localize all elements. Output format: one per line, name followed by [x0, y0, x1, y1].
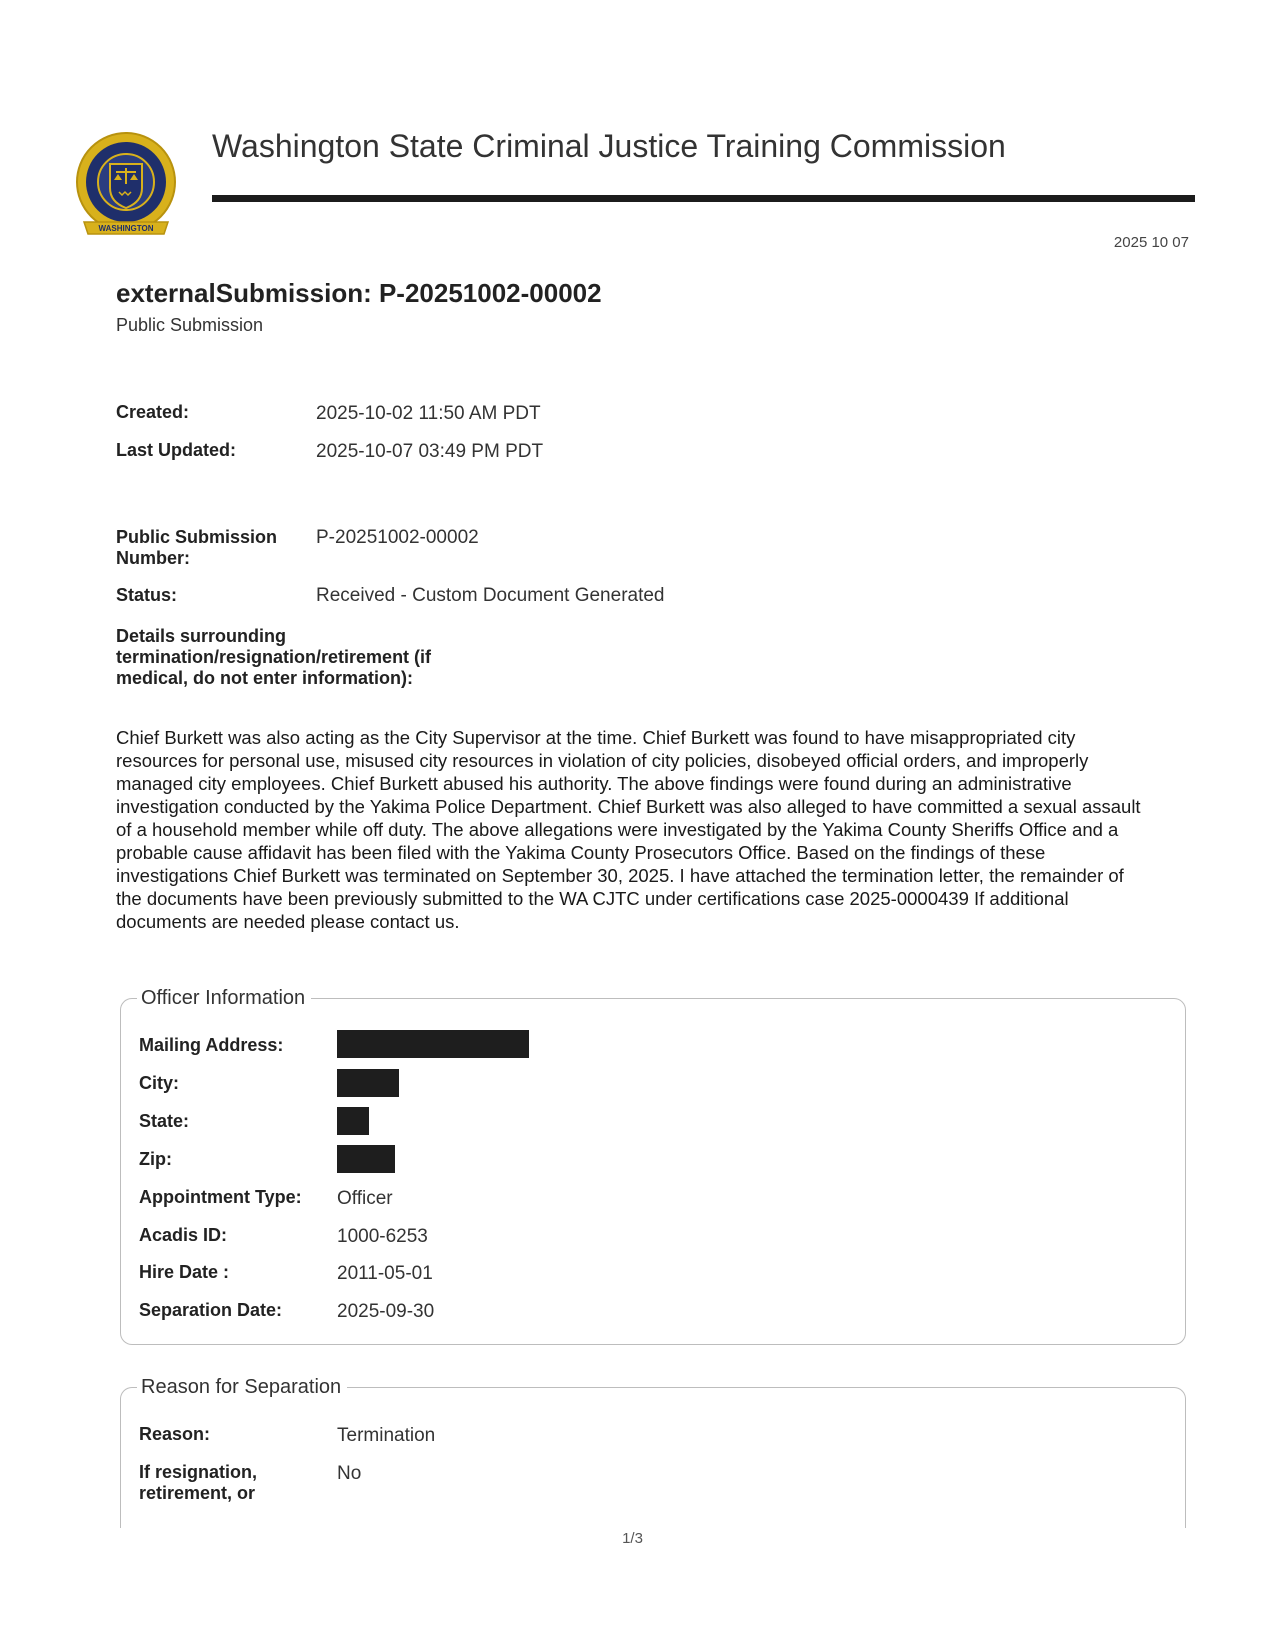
created-value: 2025-10-02 11:50 AM PDT: [316, 403, 541, 424]
reason-label: Reason:: [139, 1424, 211, 1444]
last-updated-value: 2025-10-07 03:49 PM PDT: [316, 441, 544, 462]
created-label: Created:: [116, 402, 190, 422]
header-rule: [212, 195, 1195, 202]
appointment-type-value: Officer: [337, 1188, 393, 1209]
logo-banner-text: WASHINGTON: [98, 224, 154, 233]
reason-for-separation-legend: Reason for Separation: [137, 1374, 347, 1400]
city-redaction: [337, 1069, 399, 1097]
org-title: Washington State Criminal Justice Training Commission: [212, 128, 1006, 164]
cjtc-seal-icon: [74, 130, 178, 244]
officer-information-section: [120, 987, 1186, 1345]
document-date: 2025 10 07: [1113, 234, 1189, 251]
details-text: Chief Burkett was also acting as the City Supervisor at the time. Chief Burkett was found to have misappropriated city resources for personal use, misused city resources in violation of city policies, disobeyed official orders, and improperly managed city employees. Chief Burkett abused his authority. The above findings were found during an administrative investigation conducted by the Yakima Police Department. Chief Burkett was also alleged to have committed a sexual assault of a household member while off duty. The above allegations were investigated by the Yakima County Sheriffs Office and a probable cause affidavit has been filed with the Yakima County Prosecutors Office. Based on the findings of these investigations Chief Burkett was terminated on September 30, 2025. I have attached the termination letter, the remainder of the documents have been previously submitted to the WA CJTC under certifications case 2025-0000439 If additional documents are needed please contact us.: [116, 727, 1141, 932]
if-resignation-value: No: [337, 1463, 362, 1484]
submission-subtitle: Public Submission: [116, 315, 264, 335]
last-updated-label: Last Updated:: [116, 440, 237, 460]
mailing-address-label: Mailing Address:: [139, 1035, 284, 1055]
city-label: City:: [139, 1073, 179, 1093]
zip-redaction: [337, 1145, 395, 1173]
details-label: Details surrounding termination/resignation/retirement (if medical, do not enter information):: [116, 626, 432, 688]
separation-date-value: 2025-09-30: [337, 1301, 435, 1322]
status-label: Status:: [116, 585, 178, 605]
page-number: 1/3: [622, 1530, 643, 1547]
state-label: State:: [139, 1111, 190, 1131]
officer-information-legend: Officer Information: [137, 985, 311, 1011]
acadis-id-value: 1000-6253: [337, 1226, 428, 1247]
hire-date-label: Hire Date :: [139, 1262, 230, 1282]
submission-number-value: P-20251002-00002: [316, 527, 479, 548]
submission-number-label: Public Submission Number:: [116, 527, 278, 568]
if-resignation-label: If resignation, retirement, or: [139, 1462, 258, 1503]
zip-label: Zip:: [139, 1149, 172, 1169]
submission-title: externalSubmission: P-20251002-00002: [116, 278, 602, 308]
status-value: Received - Custom Document Generated: [316, 585, 665, 606]
hire-date-value: 2011-05-01: [337, 1263, 433, 1284]
separation-date-label: Separation Date:: [139, 1300, 283, 1320]
reason-for-separation-section: [120, 1376, 1186, 1528]
reason-value: Termination: [337, 1425, 436, 1446]
mailing-address-redaction: [337, 1030, 529, 1058]
acadis-id-label: Acadis ID:: [139, 1225, 228, 1245]
state-redaction: [337, 1107, 369, 1135]
appointment-type-label: Appointment Type:: [139, 1187, 302, 1207]
